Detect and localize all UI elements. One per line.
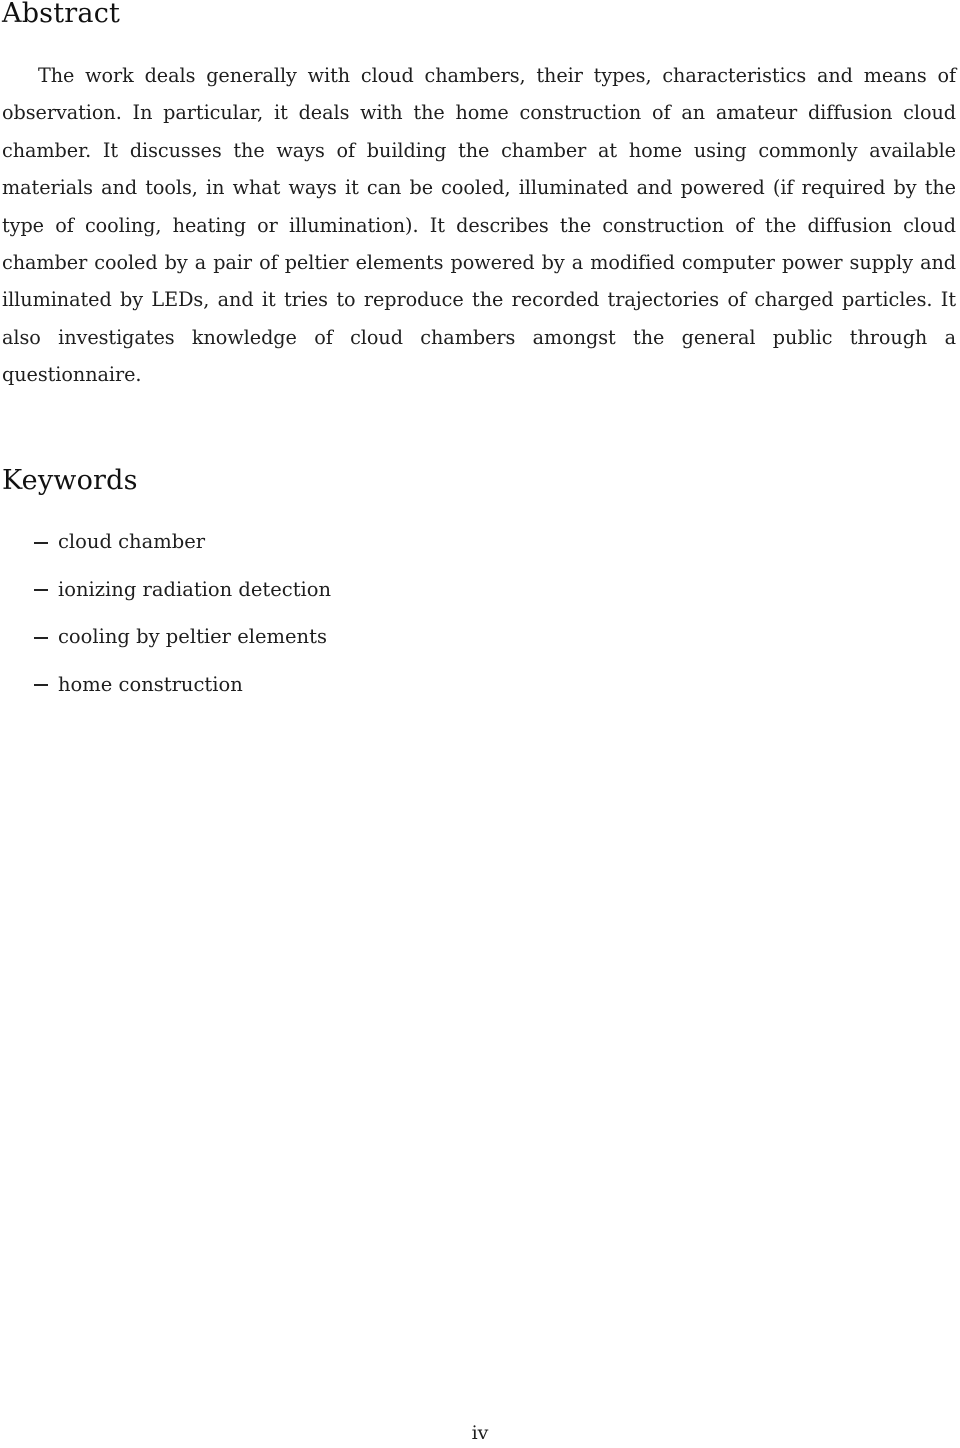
keyword-item bbox=[34, 661, 331, 709]
keywords-heading: Keywords bbox=[2, 465, 138, 496]
dash-bullet-icon bbox=[34, 589, 48, 591]
keyword-item bbox=[34, 613, 331, 661]
keyword-text: cooling by peltier elements bbox=[58, 625, 327, 649]
keyword-item bbox=[34, 518, 331, 566]
keyword-text: cloud chamber bbox=[58, 530, 206, 554]
keyword-item bbox=[34, 566, 331, 614]
abstract-paragraph: The work deals generally with cloud chambers, their types, characteristics and means of observation. In particular, it deals with the home construction of an amateur diffusion cloud chamber. It discusses the ways of building the chamber at home using commonly available materials and tools, in what ways it can be cooled, illuminated and powered (if required by the type of cooling, heating or illumination). It describes the construction of the diffusion cloud chamber cooled by a pair of peltier elements powered by a modified computer power supply and illuminated by LEDs, and it tries to reproduce the recorded trajectories of charged particles. It also investigates knowledge of cloud chambers amongst the general public through a questionnaire. bbox=[2, 64, 956, 387]
keyword-list bbox=[34, 518, 331, 708]
dash-bullet-icon bbox=[34, 684, 48, 686]
keyword-text: ionizing radiation detection bbox=[58, 577, 332, 601]
page-number: iv bbox=[471, 1422, 489, 1444]
keyword-text: home construction bbox=[58, 672, 243, 696]
dash-bullet-icon bbox=[34, 542, 48, 544]
dash-bullet-icon bbox=[34, 637, 48, 639]
abstract-heading: Abstract bbox=[2, 0, 121, 29]
